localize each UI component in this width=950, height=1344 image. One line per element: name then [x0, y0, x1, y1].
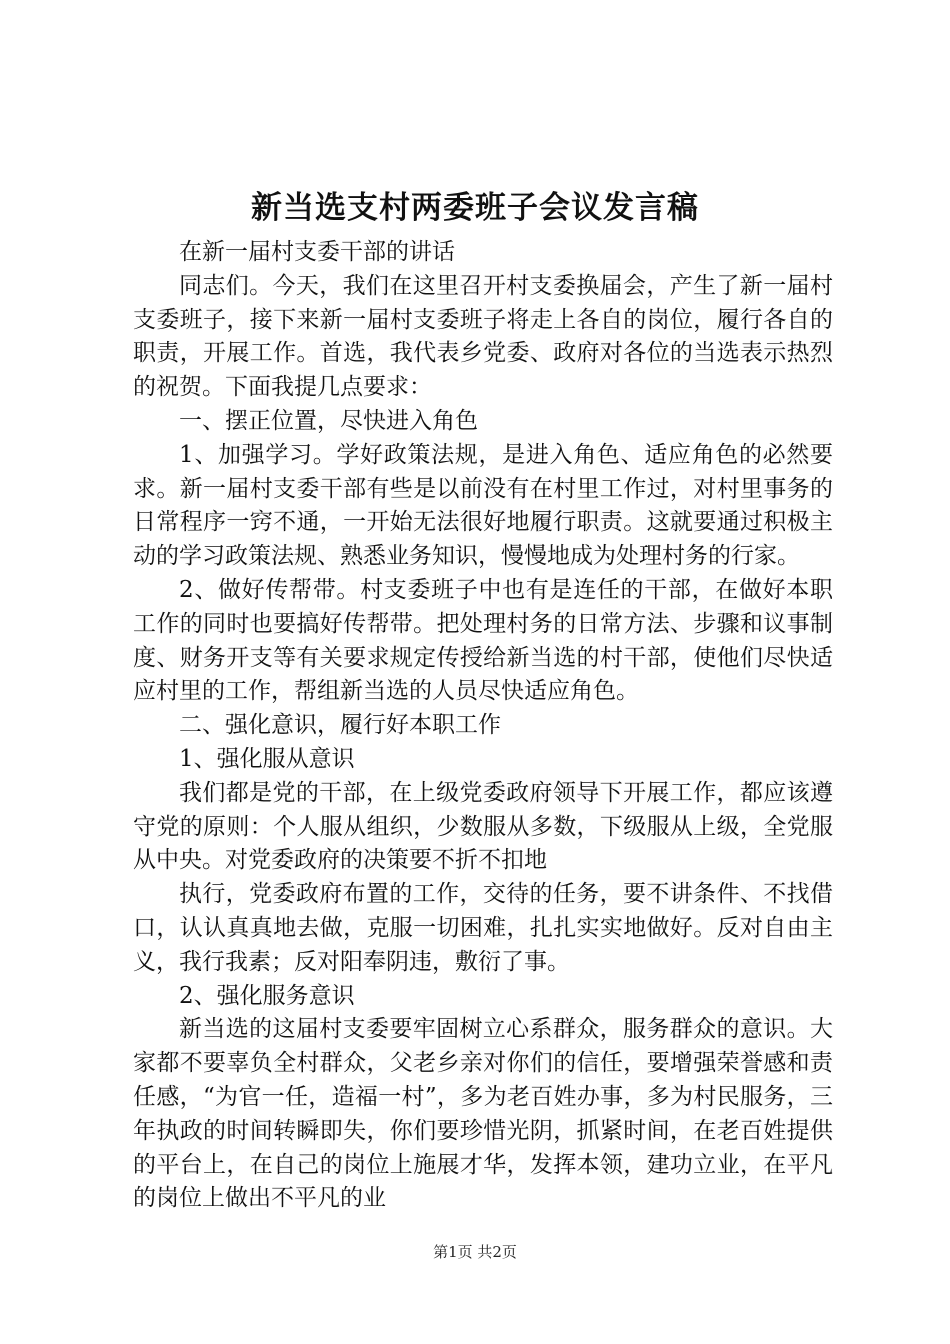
paragraph-2-1-b: 执行，党委政府布置的工作，交待的任务，要不讲条件、不找借口，认认真真地去做，克服一切困难，扎扎实实地做好。反对自由主义，我行我素；反对阳奉阴违，敷衍了事。: [133, 881, 833, 975]
subheading-2-2: 2、强化服务意识: [179, 982, 355, 1009]
paragraph-greeting: 同志们。今天，我们在这里召开村支委换届会，产生了新一届村支委班子，接下来新一届村支委班子将走上各自的岗位，履行各自的职责，开展工作。首选，我代表乡党委、政府对各位的当选表示热烈的祝贺。下面我提几点要求：: [133, 272, 833, 401]
paragraph-2-2: 新当选的这届村支委要牢固树立心系群众，服务群众的意识。大家都不要辜负全村群众，父老乡亲对你们的信任，要增强荣誉感和责任感，“为官一任，造福一村”，多为老百姓办事，多为村民服务，三年执政的时间转瞬即失，你们要珍惜光阴，抓紧时间，在老百姓提供的平台上，在自己的岗位上施展才华，发挥本领，建功立业，在平凡的岗位上做出不平凡的业: [133, 1016, 833, 1212]
section-heading-1: 一、摆正位置，尽快进入角色: [179, 407, 478, 434]
document-title: 新当选支村两委班子会议发言稿: [251, 190, 699, 226]
document-body: [133, 236, 833, 1216]
paragraph-item-1-2: 2、做好传帮带。村支委班子中也有是连任的干部，在做好本职工作的同时也要搞好传帮带。把处理村务的日常方法、步骤和议事制度、财务开支等有关要求规定传授给新当选的村干部，使他们尽快适应村里的工作，帮组新当选的人员尽快适应角色。: [133, 576, 833, 705]
page-footer: 第1页 共2页: [433, 1243, 517, 1261]
paragraph-subtitle: 在新一届村支委干部的讲话: [179, 239, 455, 265]
paragraph-item-1-1: 1、加强学习。学好政策法规，是进入角色、适应角色的必然要求。新一届村支委干部有些是以前没有在村里工作过，对村里事务的日常程序一窍不通，一开始无法很好地履行职责。这就要通过积极主动的学习政策法规、熟悉业务知识，慢慢地成为处理村务的行家。: [133, 441, 833, 570]
section-heading-2: 二、强化意识，履行好本职工作: [179, 712, 501, 739]
paragraph-2-1-a: 我们都是党的干部，在上级党委政府领导下开展工作，都应该遵守党的原则：个人服从组织，少数服从多数，下级服从上级，全党服从中央。对党委政府的决策要不折不扣地: [133, 779, 833, 874]
subheading-2-1: 1、强化服从意识: [179, 745, 355, 772]
